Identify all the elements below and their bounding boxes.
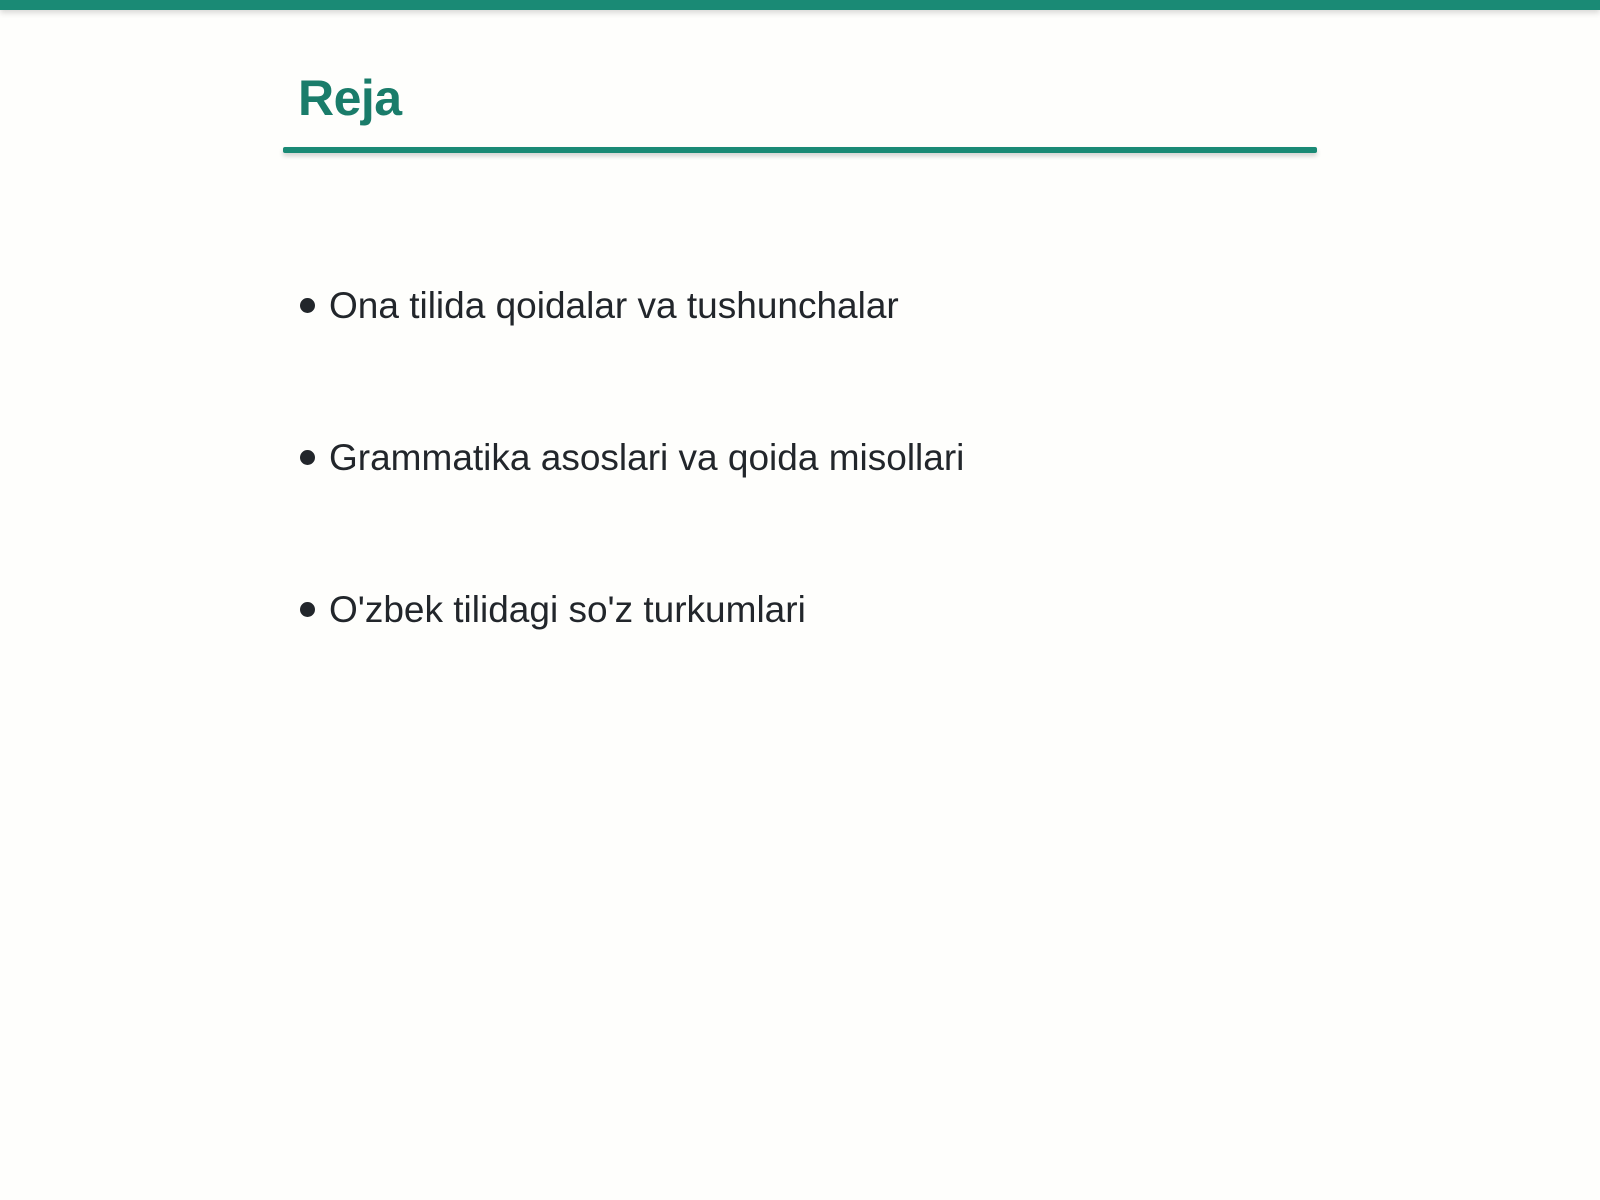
title-underline bbox=[283, 147, 1317, 153]
top-accent-bar bbox=[0, 0, 1600, 10]
bullet-item bbox=[300, 432, 964, 584]
bullet-item bbox=[300, 584, 964, 736]
bullet-dot-icon bbox=[300, 298, 315, 313]
bullet-text: O'zbek tilidagi so'z turkumlari bbox=[329, 589, 806, 630]
slide-title: Reja bbox=[298, 70, 402, 126]
bullet-text: Grammatika asoslari va qoida misollari bbox=[329, 437, 965, 478]
bullet-dot-icon bbox=[300, 602, 315, 617]
bullet-item bbox=[300, 280, 964, 432]
bullet-dot-icon bbox=[300, 450, 315, 465]
bullet-text: Ona tilida qoidalar va tushunchalar bbox=[329, 285, 899, 326]
bullet-list bbox=[300, 280, 964, 736]
